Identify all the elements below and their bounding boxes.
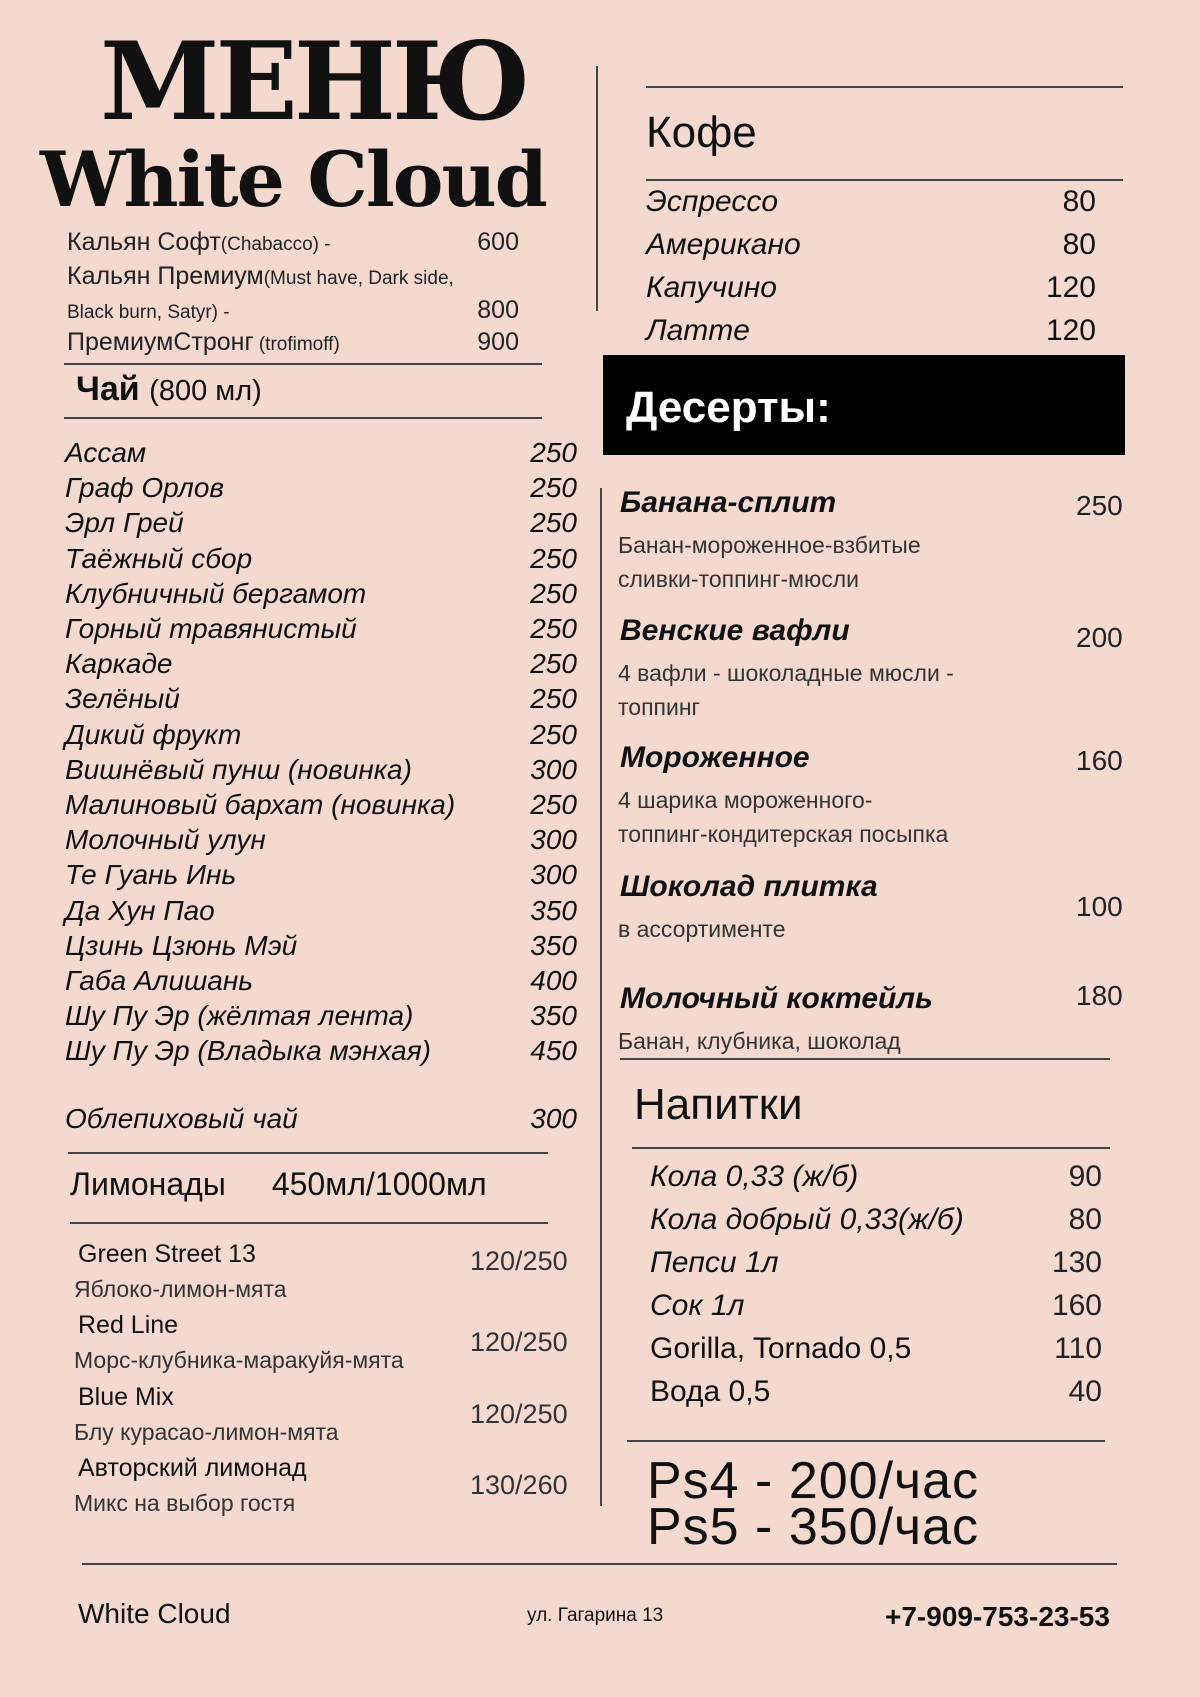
footer-brand: White Cloud xyxy=(78,1598,231,1629)
lemonade-title: Лимонады xyxy=(70,1166,226,1202)
dessert-price: 180 xyxy=(1076,980,1123,1011)
lemonade-name: Green Street 13 xyxy=(78,1240,256,1268)
coffee-name: Латте xyxy=(646,314,750,347)
dessert-price: 160 xyxy=(1076,745,1123,776)
divider xyxy=(620,1058,1110,1060)
lemonade-desc: Блу курасао-лимон-мята xyxy=(74,1419,339,1445)
lemonade-desc: Морс-клубника-маракуйя-мята xyxy=(74,1347,404,1373)
tea-item xyxy=(65,719,577,751)
divider xyxy=(70,1222,548,1224)
divider xyxy=(68,1152,548,1154)
tea-price: 300 xyxy=(530,753,577,785)
tea-item xyxy=(65,859,577,891)
drink-name: Сок 1л xyxy=(650,1289,745,1322)
drink-item xyxy=(650,1203,1102,1237)
hookah-item xyxy=(67,228,519,257)
coffee-price: 120 xyxy=(1045,271,1096,304)
divider xyxy=(646,86,1123,88)
hookah-price: 900 xyxy=(477,328,519,356)
drink-name: Кола добрый 0,33(ж/б) xyxy=(650,1203,964,1236)
tea-price: 250 xyxy=(530,472,577,504)
tea-price: 350 xyxy=(530,929,577,961)
coffee-price: 80 xyxy=(1062,228,1096,261)
drink-item xyxy=(650,1246,1102,1280)
tea-name: Молочный улун xyxy=(65,824,266,856)
dessert-name: Молочный коктейль xyxy=(620,982,933,1015)
tea-name: Ассам xyxy=(65,437,147,468)
lemonade-desc: Яблоко-лимон-мята xyxy=(74,1276,287,1302)
lemonade-name: Red Line xyxy=(78,1311,179,1339)
tea-price: 450 xyxy=(530,1035,577,1067)
coffee-item xyxy=(646,314,1096,348)
tea-item xyxy=(65,1035,577,1067)
lemonade-price: 130/260 xyxy=(470,1470,568,1500)
footer-divider xyxy=(82,1563,1117,1565)
drink-name: Gorilla, Tornado 0,5 xyxy=(650,1332,912,1365)
tea-name: Шу Пу Эр (жёлтая лента) xyxy=(65,1000,414,1032)
divider xyxy=(64,363,542,365)
drink-item xyxy=(650,1160,1102,1194)
divider xyxy=(632,1147,1110,1149)
coffee-price: 80 xyxy=(1062,185,1096,218)
drink-price: 160 xyxy=(1051,1289,1102,1322)
lemonade-desc: Микс на выбор гостя xyxy=(74,1490,296,1516)
tea-section-title xyxy=(76,370,262,409)
tea-name: Эрл Грей xyxy=(65,507,184,539)
ps4-price: Ps4 - 200/час xyxy=(647,1452,980,1510)
drink-item xyxy=(650,1289,1102,1323)
ps5-price: Ps5 - 350/час xyxy=(647,1498,980,1556)
tea-price: 250 xyxy=(530,648,577,680)
tea-name: Шу Пу Эр (Владыка мэнхая) xyxy=(65,1035,432,1067)
drink-item xyxy=(650,1332,1102,1366)
menu-title: МЕНЮ xyxy=(100,19,527,145)
desserts-title: Десерты: xyxy=(626,383,831,432)
tea-item xyxy=(65,648,577,680)
hookah-name: ПремиумСтронг xyxy=(67,328,254,356)
tea-price: 300 xyxy=(530,824,577,856)
tea-price: 250 xyxy=(530,718,577,750)
hookah-note: (Chabacco) - xyxy=(220,234,331,255)
tea-name: Дикий фрукт xyxy=(65,718,242,750)
tea-item xyxy=(65,930,577,962)
drink-name: Вода 0,5 xyxy=(650,1375,771,1408)
tea-name: Облепиховый чай xyxy=(65,1103,298,1134)
dessert-name: Банана-сплит xyxy=(620,486,837,519)
lemonade-price: 120/250 xyxy=(470,1246,568,1276)
lemonade-section-title xyxy=(70,1166,570,1203)
tea-name: Граф Орлов xyxy=(65,472,225,504)
hookah-price: 800 xyxy=(477,296,519,324)
hookah-item xyxy=(67,328,519,357)
footer-address: ул. Гагарина 13 xyxy=(527,1605,664,1626)
dessert-desc: сливки-топпинг-мюсли xyxy=(618,566,859,592)
tea-special-item xyxy=(65,1103,577,1135)
tea-price: 250 xyxy=(530,437,577,468)
vertical-divider xyxy=(596,66,598,311)
tea-price: 300 xyxy=(530,859,577,891)
tea-name: Каркаде xyxy=(65,648,173,680)
lemonade-volume: 450мл/1000мл xyxy=(271,1166,487,1202)
lemonade-name: Blue Mix xyxy=(78,1383,174,1411)
tea-name: Габа Алишань xyxy=(65,965,253,996)
dessert-price: 250 xyxy=(1076,490,1123,521)
tea-item xyxy=(65,789,577,821)
coffee-item xyxy=(646,271,1096,305)
coffee-name: Капучино xyxy=(646,271,777,304)
tea-name: Те Гуань Инь xyxy=(65,859,237,891)
tea-price: 250 xyxy=(530,542,577,574)
drink-name: Кола 0,33 (ж/б) xyxy=(650,1160,859,1193)
footer-phone[interactable]: +7-909-753-23-53 xyxy=(885,1601,1110,1632)
dessert-desc: Банан-мороженное-взбитые xyxy=(618,532,921,558)
dessert-desc: в ассортименте xyxy=(618,916,786,942)
tea-item xyxy=(65,965,577,997)
drink-price: 130 xyxy=(1051,1246,1102,1279)
vertical-divider xyxy=(600,488,602,1506)
tea-price: 400 xyxy=(530,965,577,996)
tea-name: Зелёный xyxy=(65,683,180,715)
drink-price: 90 xyxy=(1068,1160,1102,1193)
hookah-note: Black burn, Satyr) - xyxy=(67,302,230,323)
coffee-name: Эспрессо xyxy=(646,185,779,218)
dessert-name: Мороженное xyxy=(620,741,810,774)
tea-price: 350 xyxy=(530,894,577,926)
lemonade-price: 120/250 xyxy=(470,1327,568,1357)
tea-item xyxy=(65,543,577,575)
dessert-desc: 4 вафли - шоколадные мюсли - xyxy=(618,660,954,686)
dessert-desc: топпинг-кондитерская посыпка xyxy=(618,821,949,847)
dessert-name: Венские вафли xyxy=(620,614,850,647)
brand-title: White Cloud xyxy=(40,135,546,224)
tea-item xyxy=(65,895,577,927)
drink-price: 40 xyxy=(1068,1375,1102,1408)
divider xyxy=(646,179,1123,181)
hookah-note: (Must have, Dark side, xyxy=(263,268,454,289)
drink-price: 110 xyxy=(1054,1332,1102,1365)
lemonade-name: Авторский лимонад xyxy=(78,1454,307,1482)
tea-item xyxy=(65,578,577,610)
drinks-title: Напитки xyxy=(634,1080,803,1129)
divider xyxy=(64,417,542,419)
dessert-desc: 4 шарика мороженного- xyxy=(618,787,873,813)
tea-price: 250 xyxy=(530,507,577,539)
dessert-price: 200 xyxy=(1076,622,1123,653)
dessert-desc: топпинг xyxy=(618,694,700,720)
tea-name: Цзинь Цзюнь Мэй xyxy=(65,929,298,961)
coffee-title: Кофе xyxy=(646,108,757,157)
dessert-desc: Банан, клубника, шоколад xyxy=(618,1028,901,1054)
coffee-name: Американо xyxy=(646,228,801,261)
tea-item xyxy=(65,683,577,715)
tea-name: Вишнёвый пунш (новинка) xyxy=(65,753,412,785)
dessert-name: Шоколад плитка xyxy=(620,870,878,903)
tea-item xyxy=(65,754,577,786)
hookah-name: Кальян Премиум xyxy=(67,262,264,290)
tea-title: Чай xyxy=(76,370,140,408)
tea-item xyxy=(65,437,577,469)
tea-item xyxy=(65,472,577,504)
tea-price: 250 xyxy=(530,789,577,820)
drink-name: Пепси 1л xyxy=(650,1246,779,1279)
coffee-item xyxy=(646,228,1096,262)
drink-price: 80 xyxy=(1068,1203,1102,1236)
tea-item xyxy=(65,1000,577,1032)
tea-name: Малиновый бархат (новинка) xyxy=(65,789,456,820)
tea-name: Горный травянистый xyxy=(65,613,357,644)
coffee-item xyxy=(646,185,1096,219)
tea-price: 250 xyxy=(530,613,577,644)
tea-item xyxy=(65,824,577,856)
hookah-item xyxy=(67,262,519,291)
dessert-price: 100 xyxy=(1076,891,1123,922)
tea-volume: (800 мл) xyxy=(149,375,262,407)
hookah-item-cont xyxy=(67,296,519,325)
tea-name: Да Хун Пао xyxy=(65,894,215,926)
tea-price: 250 xyxy=(530,683,577,715)
hookah-note: (trofimoff) xyxy=(253,334,340,355)
tea-price: 300 xyxy=(530,1103,577,1134)
tea-name: Клубничный бергамот xyxy=(65,577,367,609)
lemonade-price: 120/250 xyxy=(470,1399,568,1429)
tea-name: Таёжный сбор xyxy=(65,542,253,574)
coffee-price: 120 xyxy=(1045,314,1096,347)
tea-item xyxy=(65,507,577,539)
tea-item xyxy=(65,613,577,645)
divider xyxy=(627,1440,1105,1442)
tea-price: 250 xyxy=(530,577,577,609)
hookah-price: 600 xyxy=(477,228,519,256)
hookah-name: Кальян Софт xyxy=(67,228,221,256)
tea-price: 350 xyxy=(530,1000,577,1032)
drink-item xyxy=(650,1375,1102,1409)
